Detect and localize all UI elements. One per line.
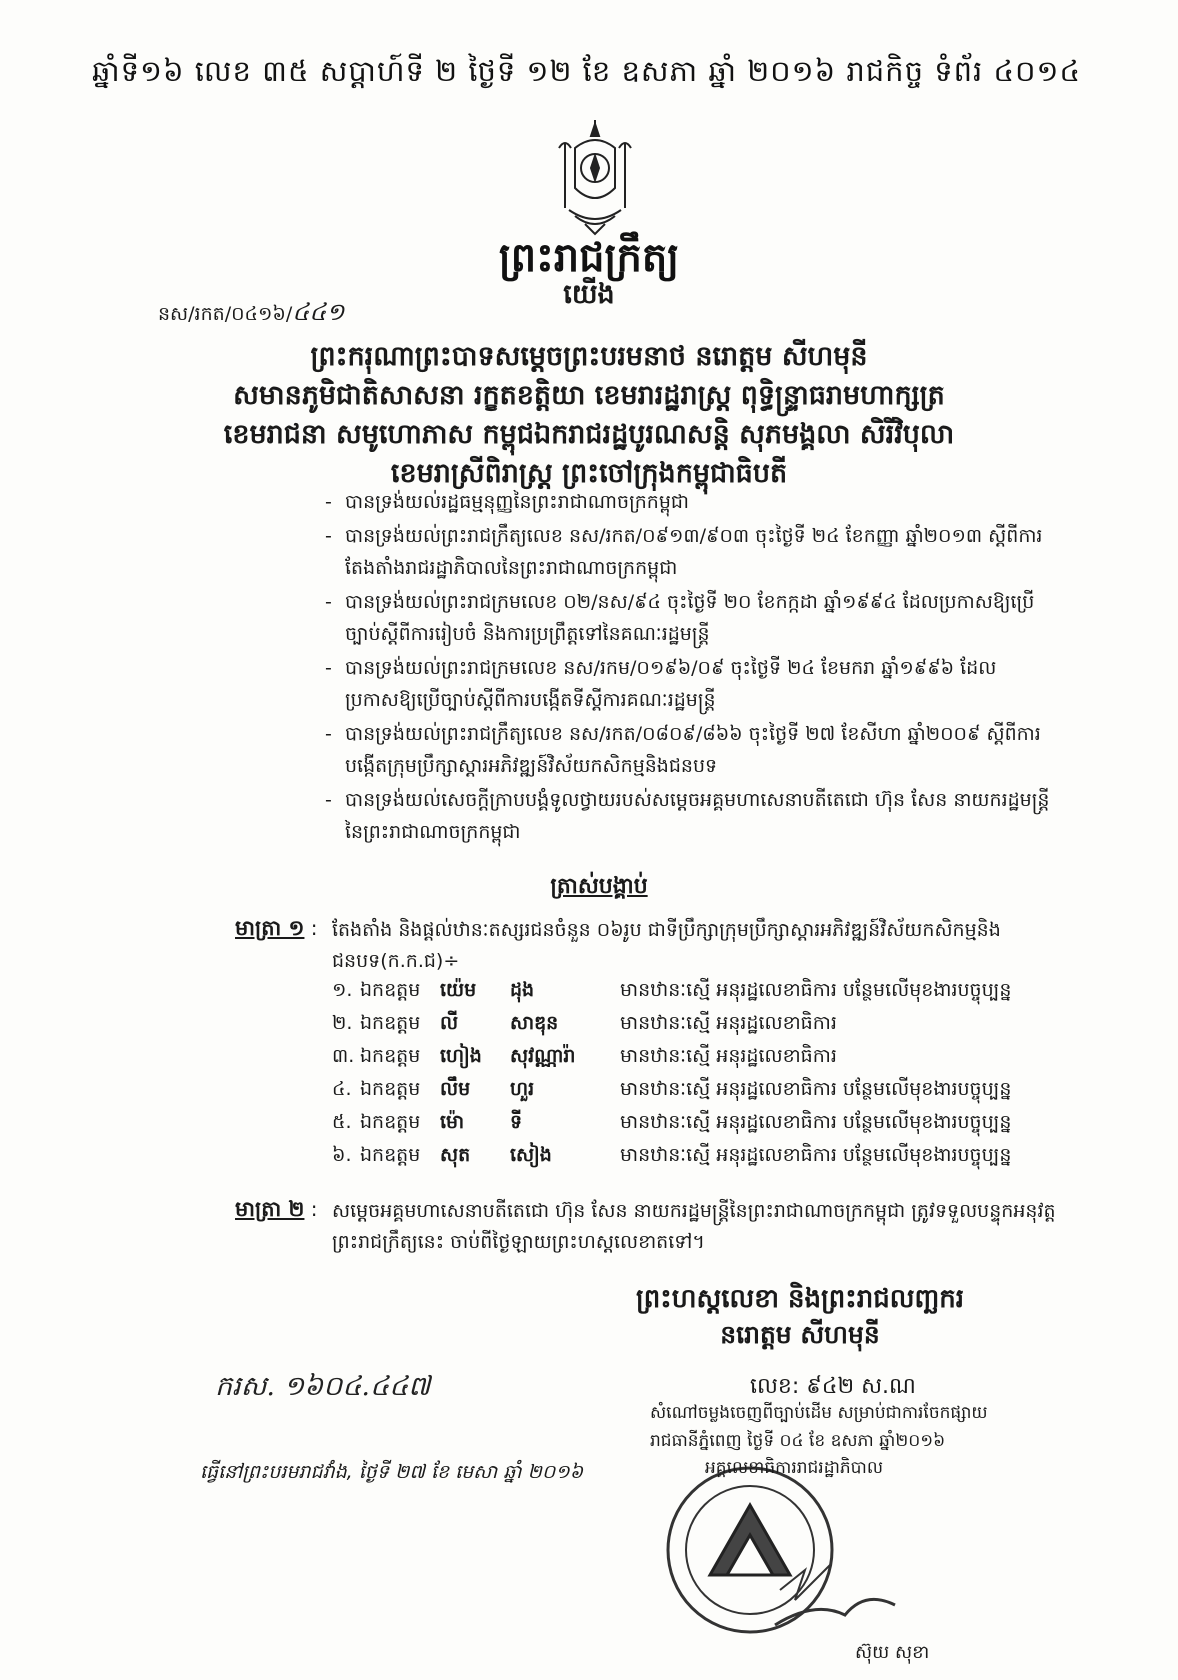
stamp-office: អគ្គលេខាធិការរាជរដ្ឋាភិបាល <box>705 1458 884 1478</box>
gazette-header: ឆ្នាំទី១៦ លេខ ៣៥ សប្តាហ៍ទី ២ ថ្ងៃទី ១២ ខែ ឧសភា ឆ្នាំ ២០១៦ រាជកិច្ច ទំព័រ ៤០១៤ <box>92 54 1082 88</box>
recital-item: - បានទ្រង់យល់ព្រះរាជក្រមលេខ នស/រកម/០១៩៦/០៩ ចុះថ្ងៃទី ២៤ ខែមករា ឆ្នាំ១៩៩៦ ដែលប្រកាសឱ្យប្រើច្បាប់ស្តីពីការបង្កើតទីស្តីការគណៈរដ្ឋមន្ត្រី <box>325 652 1065 716</box>
article-1-text: តែងតាំង និងផ្តល់ឋានៈតស្សរជនចំនួន ០៦រូប ជាទីប្រឹក្សាក្រុមប្រឹក្សាស្តារអភិវឌ្ឍន៍វិស័យកសិកម្មនិងជនបទ(ក.ក.ជ)÷ <box>332 919 1001 972</box>
recitals-list <box>325 486 1065 850</box>
document-title: ព្រះរាជក្រឹត្យ <box>498 235 680 281</box>
royal-signature-title: ព្រះហស្តលេខា និងព្រះរាជលញ្ឆករ <box>636 1284 964 1314</box>
stamp-date: រាជធានីភ្នំពេញ ថ្ងៃទី ០៤ ខែ ឧសភា ឆ្នាំ២០១៦ <box>650 1431 946 1451</box>
document-subtitle: យើង <box>563 279 615 310</box>
reference-printed: នស/រកត/០៤១៦/ <box>158 303 293 325</box>
royal-emblem-icon <box>545 118 645 238</box>
reference-handwritten: ៤៤១ <box>292 298 345 326</box>
recital-item: - បានទ្រង់យល់ព្រះរាជក្រឹត្យលេខ នស/រកត/០៨០៩/៨៦៦ ចុះថ្ងៃទី ២៧ ខែសីហា ឆ្នាំ២០០៩ ស្តីពីការបង្កើតក្រុមប្រឹក្សាស្តារអភិវឌ្ឍន៍វិស័យកសិកម្មនិងជនបទ <box>325 718 1065 782</box>
royal-title-line: ខេមរាជនា សមូហោភាស កម្ពុជឯករាជរដ្ឋបូរណសន្តិ សុភមង្គលា សិរីវិបុលា <box>223 419 955 450</box>
recital-item: - បានទ្រង់យល់រដ្ឋធម្មនុញ្ញនៃព្រះរាជាណាចក្រកម្ពុជា <box>325 486 1065 518</box>
recital-item: - បានទ្រង់យល់សេចក្តីក្រាបបង្គំទូលថ្វាយរបស់សម្តេចអគ្គមហាសេនាបតីតេជោ ហ៊ុន សែន នាយករដ្ឋមន្ត្រីនៃព្រះរាជាណាចក្រកម្ពុជា <box>325 784 1065 848</box>
appointee-row: ៥. ឯកឧត្តម ម៉ោ ទី មានឋានៈស្មើ អនុរដ្ឋលេខាធិការ បន្ថែមលើមុខងារបច្ចុប្បន្ន <box>332 1110 1012 1133</box>
article-2-label: មាត្រា ២ : <box>235 1197 318 1221</box>
appointee-row: ៦. ឯកឧត្តម សុត សៀង មានឋានៈស្មើ អនុរដ្ឋលេខាធិការ បន្ថែមលើមុខងារបច្ចុប្បន្ន <box>332 1143 1012 1166</box>
stamp-signer-name: ស៊ុយ សុខា <box>855 1642 930 1663</box>
reference-number <box>158 297 344 332</box>
appointee-row: ៤. ឯកឧត្តម លឹម ហួរ មានឋានៈស្មើ អនុរដ្ឋលេខាធិការ បន្ថែមលើមុខងារបច្ចុប្បន្ន <box>332 1077 1012 1100</box>
handwritten-reference: ករស. ១៦០៤.៤៤៧ <box>215 1371 431 1402</box>
appointee-row: ៣. ឯកឧត្តម ហៀង សុវណ្ណារ៉ា មានឋានៈស្មើ អនុរដ្ឋលេខាធិការ <box>332 1044 837 1067</box>
royal-title-line: ព្រះករុណាព្រះបាទសម្តេចព្រះបរមនាថ នរោត្តម សីហមុនី <box>310 341 868 372</box>
appointee-row: ២. ឯកឧត្តម លី សាឌុន មានឋានៈស្មើ អនុរដ្ឋលេខាធិការ <box>332 1011 837 1034</box>
royal-signature-name: នរោត្តម សីហមុនី <box>720 1320 880 1349</box>
royal-title-line: សមានភូមិជាតិសាសនា រក្ខតខត្តិយា ខេមរារដ្ឋរាស្ត្រ ពុទ្ធិន្ទ្រាធរាមហាក្សត្រ <box>233 380 945 411</box>
stamp-number: លេខ: ៩៤២ ស.ណ <box>750 1374 916 1399</box>
stamp-copy-notice: សំណៅចម្លងចេញពីច្បាប់ដើម សម្រាប់ជាការចែកផ្សាយ <box>650 1403 988 1423</box>
decision-heading: ត្រាស់បង្គាប់ <box>550 874 648 899</box>
appointee-row: ១. ឯកឧត្តម យ៉េម ដុង មានឋានៈស្មើ អនុរដ្ឋលេខាធិការ បន្ថែមលើមុខងារបច្ចុប្បន្ន <box>332 978 1012 1001</box>
royal-title-line: ខេមរាស្រីពិរាស្ត្រ ព្រះចៅក្រុងកម្ពុជាធិបតី <box>390 458 788 489</box>
issue-date: ធ្វើនៅព្រះបរមរាជវាំង, ថ្ងៃទី ២៧ ខែ មេសា ឆ្នាំ ២០១៦ <box>200 1461 584 1483</box>
appointees-list <box>332 975 1052 1173</box>
article-1-label: មាត្រា ១ : <box>235 916 318 940</box>
article-2-text: សម្តេចអគ្គមហាសេនាបតីតេជោ ហ៊ុន សែន នាយករដ្ឋមន្ត្រីនៃព្រះរាជាណាចក្រកម្ពុជា ត្រូវទទួលបន្ទុកអនុវត្តព្រះរាជក្រឹត្យនេះ ចាប់ពីថ្ងៃឡាយព្រះហស្តលេខាតទៅ។ <box>332 1200 1056 1253</box>
recital-item: - បានទ្រង់យល់ព្រះរាជក្រមលេខ ០២/នស/៩៤ ចុះថ្ងៃទី ២០ ខែកក្កដា ឆ្នាំ១៩៩៤ ដែលប្រកាសឱ្យប្រើច្បាប់ស្តីពីការរៀបចំ និងការប្រព្រឹត្តទៅនៃគណៈរដ្ឋមន្ត្រី <box>325 586 1065 650</box>
recital-item: - បានទ្រង់យល់ព្រះរាជក្រឹត្យលេខ នស/រកត/០៩១៣/៩០៣ ចុះថ្ងៃទី ២៤ ខែកញ្ញា ឆ្នាំ២០១៣ ស្តីពីការតែងតាំងរាជរដ្ឋាភិបាលនៃព្រះរាជាណាចក្រកម្ពុជា <box>325 520 1065 584</box>
